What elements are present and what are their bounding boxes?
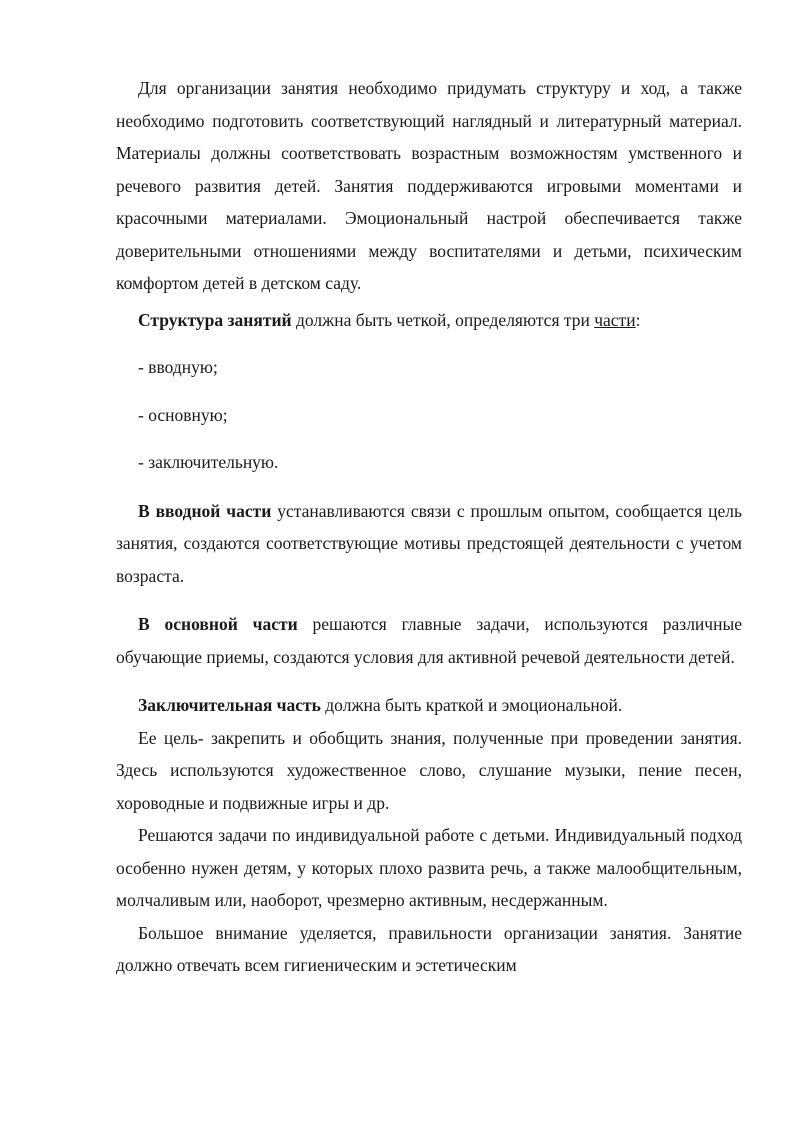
paragraph-goal: Ее цель- закрепить и обобщить знания, полученные при проведении занятия. Здесь используются художественное слово, слушание музыки, пение песен, хороводные и подвижные игры и др. (116, 727, 742, 813)
structure-heading: Структура занятий (138, 309, 292, 330)
paragraph-final-part (116, 689, 742, 722)
structure-text: должна быть четкой, определяются три (291, 309, 595, 330)
intro-part-heading: В вводной части (138, 500, 272, 521)
final-part-heading: Заключительная часть (138, 695, 321, 715)
list-item-main: - основную; (138, 404, 228, 425)
intro-part-text: устанавливаются связи с прошлым опытом, сообщается цель занятия, создаются соответствующие мотивы предстоящей деятельности с учетом возраста. (116, 500, 742, 586)
paragraph-individual-work: Решаются задачи по индивидуальной работе с детьми. Индивидуальный подход особенно нужен детям, у которых плохо развита речь, а также малообщительным, молчаливым или, наоборот, чрезмерно активным, несдержанным. (116, 825, 742, 910)
structure-parts-link: части (594, 309, 636, 330)
final-part-text: должна быть краткой и эмоциональной. (320, 695, 623, 715)
structure-colon: : (635, 309, 641, 330)
main-part-heading: В основной части (138, 614, 298, 634)
list-item-intro: - вводную; (138, 357, 218, 377)
list-item-final: - заключительную. (138, 452, 279, 472)
paragraph-intro-part (116, 495, 742, 593)
paragraph-main-part (116, 608, 742, 673)
paragraph-organization-attention: Большое внимание уделяется, правильности организации занятия. Занятие должно отвечать всем гигиеническим и эстетическим (116, 922, 742, 975)
paragraph-organization: Для организации занятия необходимо придумать структуру и ход, а также необходимо подготовить соответствующий наглядный и литературный материал. Материалы должны соответствовать возрастным возможностям умственного и речевого развития детей. Занятия поддерживаются игровыми моментами и красочными материалами. Эмоциональный настрой обеспечивается также доверительными отношениями между воспитателями и детьми, психическим комфортом детей в детском саду. (116, 78, 742, 293)
document-page (116, 72, 742, 982)
main-part-text: решаются главные задачи, используются различные обучающие приемы, создаются условия для активной речевой деятельности детей. (116, 614, 742, 667)
paragraph-structure (116, 304, 742, 337)
